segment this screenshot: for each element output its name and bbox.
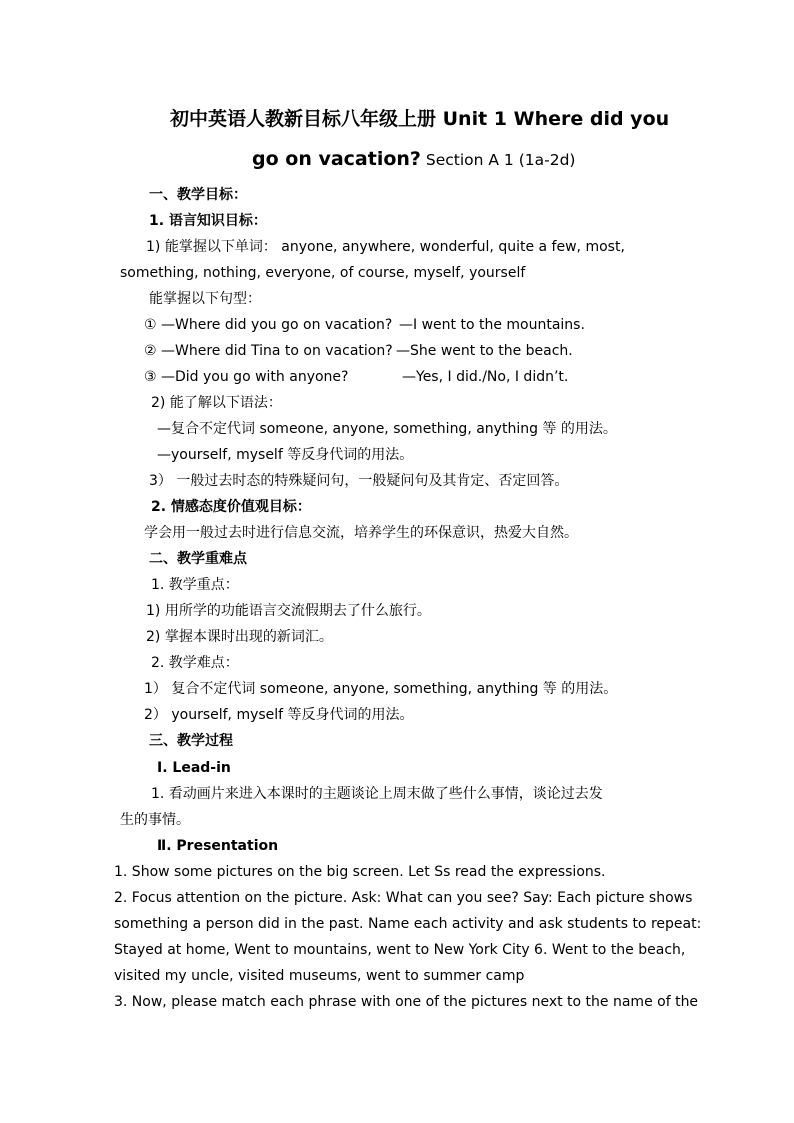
section-heading-objectives: 一、教学目标： xyxy=(149,187,247,203)
grammar-item-2: —yourself, myself 等反身代词的用法。 xyxy=(157,447,414,463)
presentation-step3-line1: 3. Now, please match each phrase with one of the pictures next to the name of the xyxy=(114,994,699,1010)
sentence1-answer: —I went to the mountains. xyxy=(399,317,585,333)
key-points-heading: 1. 教学重点： xyxy=(151,577,239,593)
difficult-points-heading: 2. 教学难点： xyxy=(151,655,239,671)
leadin-line2: 生的事情。 xyxy=(120,812,190,828)
sentence2-answer: —She went to the beach. xyxy=(396,343,573,359)
presentation-step1: 1. Show some pictures on the big screen. Let Ss read the expressions. xyxy=(114,864,606,880)
key-point-2: 2) 掌握本课时出现的新词汇。 xyxy=(146,629,333,645)
words-line2: something, nothing, everyone, of course, myself, yourself xyxy=(120,265,526,281)
leadin-line1: 1. 看动画片来进入本课时的主题谈论上周末做了些什么事情，谈论过去发 xyxy=(151,786,603,802)
presentation-step2-line2: something a person did in the past. Name each activity and ask students to repeat: xyxy=(114,916,702,932)
leadin-heading: Ⅰ. Lead-in xyxy=(157,760,231,776)
grammar-item-1: —复合不定代词 someone, anyone, something, anything 等 的用法。 xyxy=(157,421,617,437)
goal2-heading: 2. 情感态度价值观目标： xyxy=(151,499,311,515)
sentence3-answer: —Yes, I did./No, I didn’t. xyxy=(402,369,569,385)
presentation-step2-line3: Stayed at home, Went to mountains, went to New York City 6. Went to the beach, xyxy=(114,942,686,958)
document-title-line2 xyxy=(252,146,575,173)
difficult-point-1: 1） 复合不定代词 someone, anyone, something, anything 等 的用法。 xyxy=(144,681,618,697)
goal1-heading: 1. 语言知识目标： xyxy=(149,213,267,229)
presentation-step2-line1: 2. Focus attention on the picture. Ask: What can you see? Say: Each picture shows xyxy=(114,890,693,906)
goal2-text: 学会用一般过去时进行信息交流，培养学生的环保意识，热爱大自然。 xyxy=(144,525,578,541)
presentation-heading: Ⅱ. Presentation xyxy=(157,838,279,854)
title-section: Section A 1 (1a-2d) xyxy=(420,151,576,169)
grammar-intro: 2) 能了解以下语法： xyxy=(151,395,282,411)
sentence2-question: ② —Where did Tina to on vacation? xyxy=(144,343,393,359)
document-title-line1: 初中英语人教新目标八年级上册 Unit 1 Where did you xyxy=(170,108,670,130)
sentence1-question: ① —Where did you go on vacation? xyxy=(144,317,393,333)
section-heading-key-points: 二、教学重难点 xyxy=(149,551,247,567)
key-point-1: 1) 用所学的功能语言交流假期去了什么旅行。 xyxy=(146,603,431,619)
sentences-intro: 能掌握以下句型： xyxy=(149,291,261,307)
presentation-step2-line4: visited my uncle, visited museums, went to summer camp xyxy=(114,968,525,984)
title-main: go on vacation? xyxy=(252,148,421,170)
sentence3-question: ③ —Did you go with anyone? xyxy=(144,369,349,385)
difficult-point-2: 2） yourself, myself 等反身代词的用法。 xyxy=(144,707,414,723)
grammar-item-3: 3） 一般过去时态的特殊疑问句，一般疑问句及其肯定、否定回答。 xyxy=(149,473,569,489)
section-heading-process: 三、教学过程 xyxy=(149,733,233,749)
words-line1: 1) 能掌握以下单词： anyone, anywhere, wonderful, quite a few, most, xyxy=(146,239,625,255)
